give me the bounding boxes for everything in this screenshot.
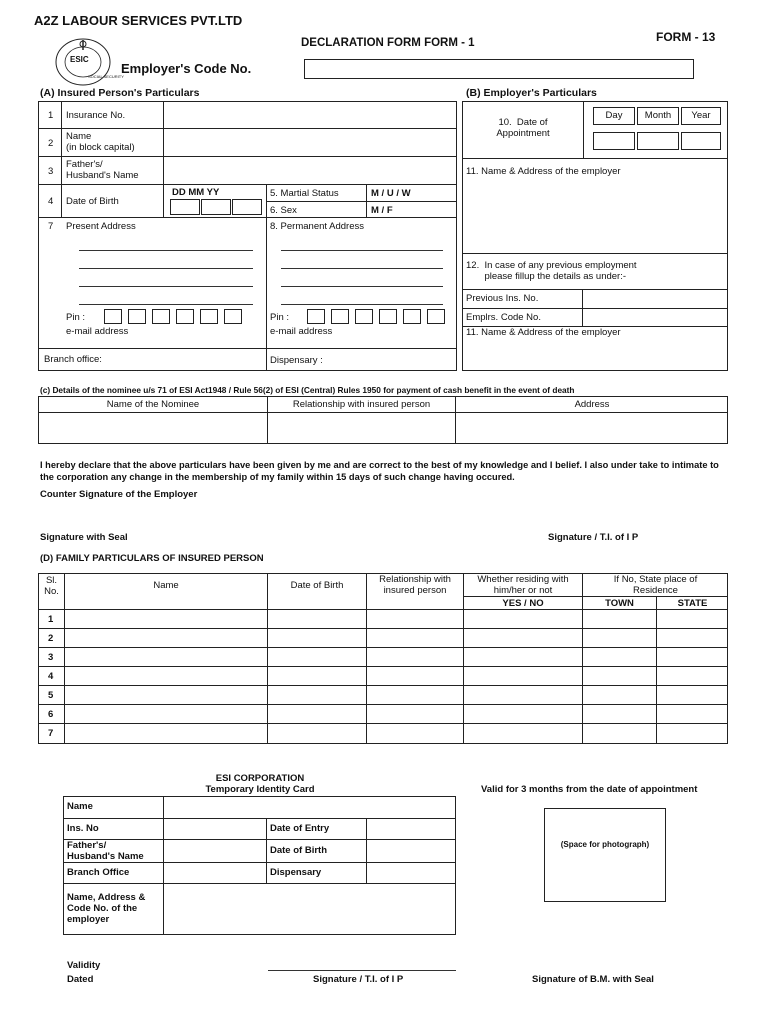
family-name-header: Name [153, 580, 179, 591]
signature-with-seal-label: Signature with Seal [40, 532, 128, 543]
card-ins-no-field[interactable] [164, 819, 266, 839]
insurance-no-field[interactable] [164, 102, 456, 128]
section-a-heading: (A) Insured Person's Particulars [40, 87, 200, 99]
appointment-month-box[interactable] [637, 132, 679, 150]
dob-month-box[interactable] [201, 199, 231, 215]
logo-text: ESIC [70, 55, 89, 64]
family-row-number: 6 [48, 709, 54, 720]
card-signature-ti-ip-label: Signature / T.I. of I P [313, 974, 404, 985]
appointment-day-box[interactable] [593, 132, 635, 150]
branch-office-label: Branch office: [44, 354, 102, 365]
dated-label: Dated [67, 974, 94, 985]
card-dispensary-label: Dispensary [270, 867, 322, 878]
counter-signature-label: Counter Signature of the Employer [40, 489, 198, 500]
family-dob-header: Date of Birth [290, 580, 344, 591]
card-name-label: Name [67, 801, 93, 812]
card-ins-no-label: Ins. No [67, 823, 99, 834]
photograph-label: (Space for photograph) [560, 840, 650, 849]
pin-digit-box[interactable] [152, 309, 170, 324]
card-dispensary-field[interactable] [367, 863, 455, 883]
prev-employer-name-address-label: 11. Name & Address of the employer [466, 327, 621, 338]
pin-digit-box[interactable] [104, 309, 122, 324]
employer-name-address-label: 11. Name & Address of the employer [466, 166, 621, 177]
row-no: 3 [48, 166, 54, 177]
section-c-heading: (c) Details of the nominee u/s 71 of ESI Act1948 / Rule 56(2) of ESI (Central) Rules 1950 for payment of cash benefit in the event of death [40, 385, 575, 395]
pin-digit-box[interactable] [307, 309, 325, 324]
logo-motto: SOCIAL SECURITY [88, 74, 124, 79]
pin-digit-box[interactable] [176, 309, 194, 324]
permanent-email-label: e-mail address [270, 326, 333, 337]
emplrs-code-no-label: Emplrs. Code No. [466, 312, 541, 323]
permanent-pin-label: Pin : [270, 312, 290, 323]
pin-digit-box[interactable] [331, 309, 349, 324]
marital-status-label: 5. Martial Status [270, 188, 339, 199]
employer-name-address-field[interactable] [463, 178, 727, 252]
present-pin-label: Pin : [66, 312, 86, 323]
employer-code-label: Employer's Code No. [121, 61, 252, 76]
permanent-address-label: 8. Permanent Address [270, 221, 364, 232]
card-father-husband-label: Father's/ Husband's Name [67, 840, 144, 862]
family-row-number: 4 [48, 671, 54, 682]
family-residing-header: Whether residing with him/her or not [477, 574, 569, 596]
marital-status-options[interactable]: M / U / W [371, 188, 411, 199]
present-email-label: e-mail address [66, 326, 129, 337]
nominee-relationship-field[interactable] [268, 413, 455, 443]
pin-digit-box[interactable] [128, 309, 146, 324]
nominee-address-header: Address [574, 399, 610, 410]
bm-signature-label: Signature of B.M. with Seal [532, 974, 654, 985]
previous-ins-no-label: Previous Ins. No. [466, 293, 539, 304]
card-branch-office-label: Branch Office [67, 867, 130, 878]
dob-header: DD MM YY [172, 187, 220, 198]
card-date-of-entry-label: Date of Entry [270, 823, 330, 834]
previous-ins-no-field[interactable] [583, 290, 727, 308]
esi-corporation-title: ESI CORPORATION [215, 773, 305, 784]
nominee-address-field[interactable] [456, 413, 727, 443]
company-name: A2Z LABOUR SERVICES PVT.LTD [34, 13, 243, 28]
employer-code-field[interactable] [304, 59, 694, 79]
town-header: TOWN [605, 598, 634, 609]
name-field[interactable] [164, 129, 456, 156]
photograph-box[interactable] [544, 808, 666, 902]
name-label: Name (in block capital) [66, 131, 135, 153]
sl-no-header: Sl. No. [44, 575, 59, 597]
family-relationship-header: Relationship with insured person [379, 574, 451, 596]
dispensary-label: Dispensary : [270, 355, 323, 366]
card-employer-label: Name, Address & Code No. of the employer [67, 892, 146, 925]
pin-digit-box[interactable] [355, 309, 373, 324]
signature-ti-ip-label: Signature / T.I. of I P [548, 532, 639, 543]
day-label: Day [593, 107, 635, 125]
previous-employment-label: 12. In case of any previous employment please fillup the details as under:- [466, 260, 637, 282]
pin-digit-box[interactable] [379, 309, 397, 324]
pin-digit-box[interactable] [427, 309, 445, 324]
validity-note: Valid for 3 months from the date of appointment [481, 784, 698, 795]
form-title: DECLARATION FORM FORM - 1 [301, 37, 475, 49]
father-husband-label: Father's/ Husband's Name [66, 159, 139, 181]
family-row-number: 1 [48, 614, 54, 625]
pin-digit-box[interactable] [403, 309, 421, 324]
appointment-year-box[interactable] [681, 132, 721, 150]
card-dob-field[interactable] [367, 840, 455, 862]
nominee-relationship-header: Relationship with insured person [292, 399, 431, 410]
pin-digit-box[interactable] [224, 309, 242, 324]
dob-label: Date of Birth [66, 196, 119, 207]
card-dob-label: Date of Birth [270, 845, 327, 856]
sex-label: 6. Sex [270, 205, 297, 216]
family-row-number: 3 [48, 652, 54, 663]
card-date-of-entry-field[interactable] [367, 819, 455, 839]
nominee-name-field[interactable] [39, 413, 267, 443]
row-no: 4 [48, 196, 54, 207]
row-no: 1 [48, 110, 54, 121]
state-header: STATE [677, 598, 708, 609]
row-no: 2 [48, 138, 54, 149]
card-employer-field[interactable] [164, 884, 455, 934]
form-number: FORM - 13 [656, 30, 716, 44]
section-d-heading: (D) FAMILY PARTICULARS OF INSURED PERSON [40, 553, 264, 564]
family-row-number: 5 [48, 690, 54, 701]
nominee-name-header: Name of the Nominee [106, 399, 200, 410]
temporary-id-card-title: Temporary Identity Card [205, 784, 315, 795]
dob-day-box[interactable] [170, 199, 200, 215]
father-husband-field[interactable] [164, 157, 456, 184]
card-name-field[interactable] [164, 797, 455, 818]
insurance-no-label: Insurance No. [66, 110, 126, 121]
present-address-label: Present Address [66, 221, 136, 232]
family-row-number: 7 [48, 728, 54, 739]
family-row-number: 2 [48, 633, 54, 644]
declaration-text: I hereby declare that the above particulars have been given by me and are correct to the best of my knowledge and I belief. I also under take to intimate to the corporation any change in the membership of my family within 15 days of such change having occured. [40, 460, 719, 482]
year-label: Year [681, 107, 721, 125]
emplrs-code-no-field[interactable] [583, 309, 727, 326]
month-label: Month [637, 107, 679, 125]
card-branch-office-field[interactable] [164, 863, 266, 883]
yes-no-header: YES / NO [502, 598, 544, 609]
row-no: 7 [48, 221, 54, 232]
dob-year-box[interactable] [232, 199, 262, 215]
validity-label: Validity [67, 960, 101, 971]
pin-digit-box[interactable] [200, 309, 218, 324]
card-father-husband-field[interactable] [164, 840, 266, 862]
if-no-place-header: If No, State place of Residence [613, 574, 698, 596]
date-of-appointment-label: 10. Date of Appointment [496, 117, 550, 139]
sex-options[interactable]: M / F [371, 205, 393, 216]
section-b-heading: (B) Employer's Particulars [466, 87, 597, 99]
